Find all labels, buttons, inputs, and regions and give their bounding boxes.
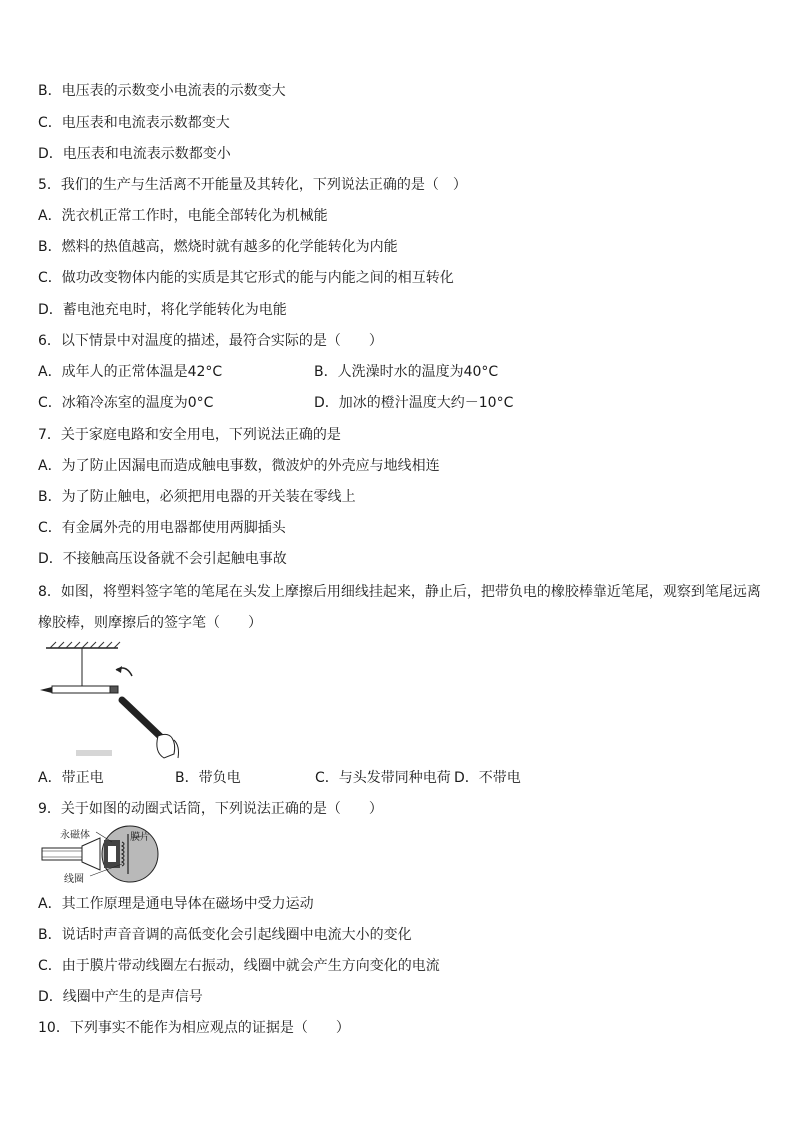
q7-stem: 7．关于家庭电路和安全用电，下列说法正确的是 xyxy=(38,427,341,443)
q7-option-b: B．为了防止触电，必须把用电器的开关装在零线上 xyxy=(38,489,356,505)
q9-stem: 9．关于如图的动圈式话筒，下列说法正确的是（ ） xyxy=(38,801,383,817)
q7-option-c: C．有金属外壳的用电器都使用两脚插头 xyxy=(38,520,286,536)
q8-figure xyxy=(36,640,186,762)
q4-option-d: D．电压表和电流表示数都变小 xyxy=(38,146,231,162)
q4-option-c: C．电压表和电流表示数都变大 xyxy=(38,115,230,131)
q8-stem-line1: 8．如图，将塑料签字笔的笔尾在头发上摩擦后用细线挂起来，静止后，把带负电的橡胶棒靠近笔尾，观察到笔尾远离 xyxy=(38,584,761,600)
q10-stem: 10．下列事实不能作为相应观点的证据是（ ） xyxy=(38,1020,350,1036)
q8-option-c: C．与头发带同种电荷 xyxy=(315,770,451,786)
q7-option-a: A．为了防止因漏电而造成触电事数，微波炉的外壳应与地线相连 xyxy=(38,458,440,474)
q9-label-coil: 线圈 xyxy=(64,874,84,885)
q9-label-diaphragm: 膜片 xyxy=(130,832,150,843)
q9-option-c: C．由于膜片带动线圈左右振动，线圈中就会产生方向变化的电流 xyxy=(38,958,440,974)
q5-option-c: C．做功改变物体内能的实质是其它形式的能与内能之间的相互转化 xyxy=(38,270,454,286)
q8-option-b: B．带负电 xyxy=(175,770,241,786)
q9-option-b: B．说话时声音音调的高低变化会引起线圈中电流大小的变化 xyxy=(38,927,412,943)
q6-option-a: A．成年人的正常体温是42°C xyxy=(38,364,223,380)
q4-option-b: B．电压表的示数变小电流表的示数变大 xyxy=(38,83,286,99)
q6-stem: 6．以下情景中对温度的描述，最符合实际的是（ ） xyxy=(38,333,383,349)
q6-option-c: C．冰箱冷冻室的温度为0°C xyxy=(38,395,214,411)
q8-option-d: D．不带电 xyxy=(454,770,521,786)
q9-figure xyxy=(38,824,162,886)
q8-stem-line2: 橡胶棒，则摩擦后的签字笔（ ） xyxy=(38,615,262,631)
q6-option-d: D．加冰的橙汁温度大约－10°C xyxy=(314,395,514,411)
q9-option-d: D．线圈中产生的是声信号 xyxy=(38,989,203,1005)
q5-option-b: B．燃料的热值越高，燃烧时就有越多的化学能转化为内能 xyxy=(38,239,398,255)
q5-stem: 5．我们的生产与生活离不开能量及其转化，下列说法正确的是（ ） xyxy=(38,177,467,193)
q9-label-magnet: 永磁体 xyxy=(60,830,90,841)
q5-option-d: D．蓄电池充电时，将化学能转化为电能 xyxy=(38,302,287,318)
q7-option-d: D．不接触高压设备就不会引起触电事故 xyxy=(38,551,287,567)
q9-option-a: A．其工作原理是通电导体在磁场中受力运动 xyxy=(38,896,314,912)
q8-option-a: A．带正电 xyxy=(38,770,104,786)
q6-option-b: B．人洗澡时水的温度为40°C xyxy=(314,364,499,380)
q5-option-a: A．洗衣机正常工作时，电能全部转化为机械能 xyxy=(38,208,328,224)
